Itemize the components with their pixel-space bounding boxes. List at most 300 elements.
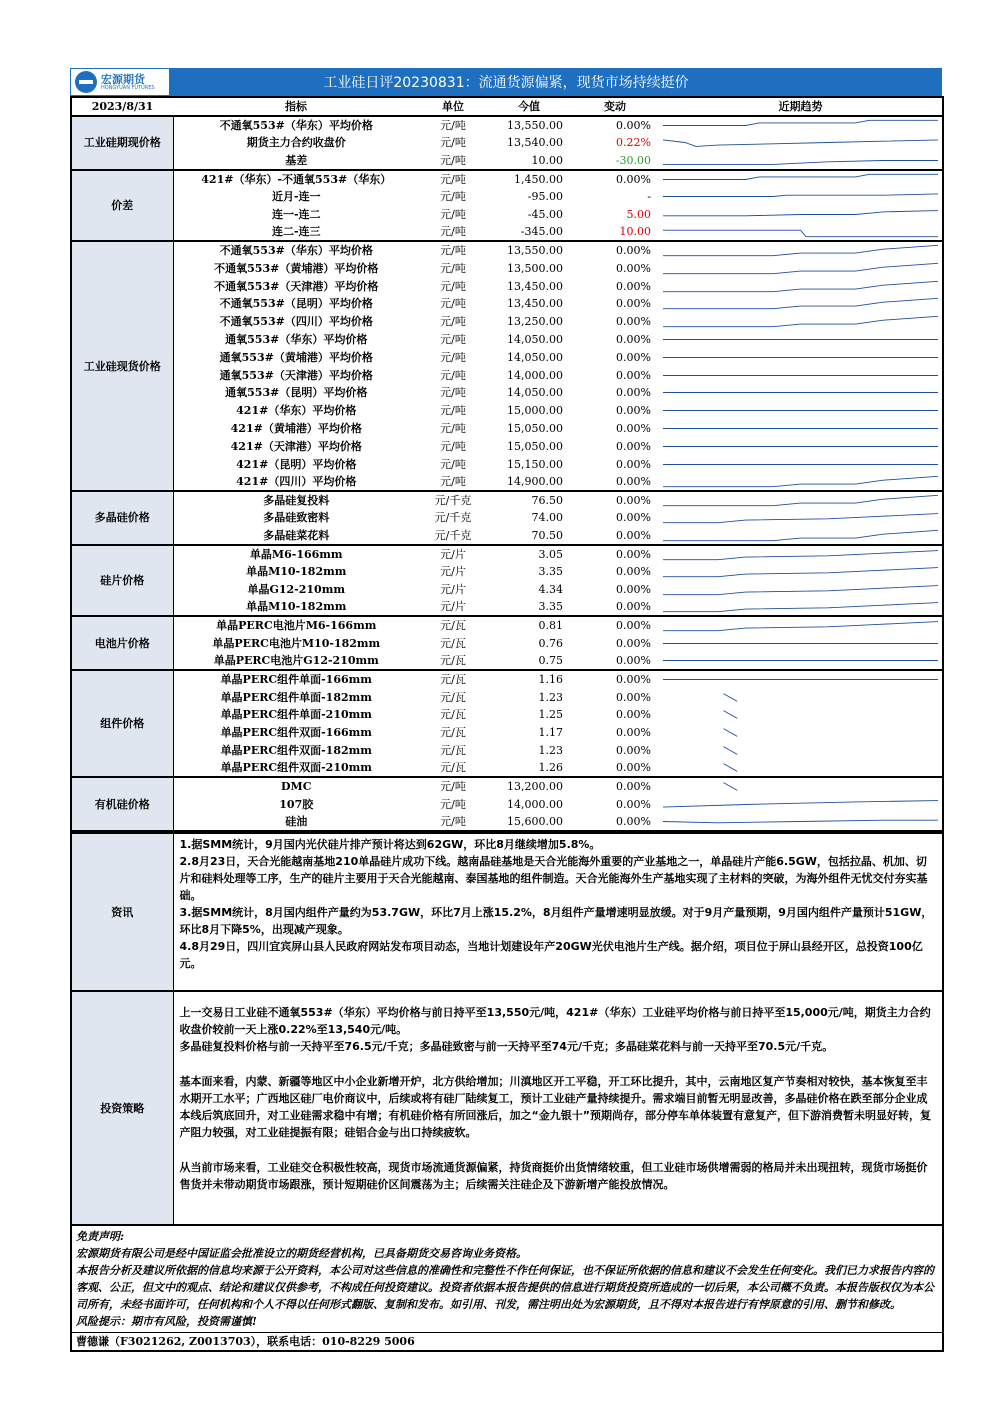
sparkline-path (663, 231, 938, 238)
sparkline-path (663, 281, 938, 291)
value-cell: 10.00 (531, 153, 563, 167)
value-cell: 76.50 (487, 491, 571, 509)
value-cell: 1.17 (538, 726, 563, 740)
trend-sparkline-cell (659, 152, 943, 170)
value-cell: 13,450.00 (507, 279, 563, 293)
unit-cell: 元/吨 (440, 261, 466, 275)
table-row (71, 616, 943, 634)
trend-sparkline (663, 134, 938, 151)
trend-sparkline-cell (659, 545, 943, 563)
indicator-name: 421#（昆明）平均价格 (236, 457, 357, 471)
change-cell: 0.00% (616, 404, 651, 418)
sparkline-path (663, 140, 938, 147)
indicator-name: 期货主力合约收盘价 (246, 136, 346, 150)
change-cell: 5.00 (626, 207, 651, 221)
trend-sparkline-cell (659, 634, 943, 652)
sparkline-path (663, 476, 938, 486)
change-cell: 0.00% (571, 670, 659, 688)
indicator-name: 通氧553#（华东）平均价格 (225, 332, 368, 346)
change-cell: 0.00% (616, 421, 651, 435)
indicator-name: 多晶硅菜花料 (263, 528, 330, 542)
sparkline-path (663, 800, 938, 807)
trend-sparkline (663, 367, 938, 384)
value-cell: 0.75 (538, 654, 563, 668)
table-row (71, 455, 943, 473)
change-cell: - (647, 190, 651, 204)
trend-sparkline-cell (659, 616, 943, 634)
trend-sparkline-cell (659, 777, 943, 795)
trend-sparkline-cell (659, 742, 943, 760)
table-row (71, 188, 943, 206)
unit-cell: 元/吨 (419, 777, 487, 795)
indicator-name: 单晶PERC组件双面-166mm (220, 726, 372, 740)
price-table (70, 96, 944, 832)
indicator-name: 单晶G12-210mm (247, 582, 345, 596)
value-cell: 13,250.00 (507, 315, 563, 329)
col-indicator: 指标 (173, 97, 419, 116)
value-cell: 3.05 (487, 545, 571, 563)
sparkline-path (723, 783, 737, 791)
table-row (71, 134, 943, 152)
strategy-paragraph: 上一交易日工业硅不通氧553#（华东）平均价格与前日持平至13,550元/吨，421#（华东）工业硅平均价格与前日持平至15,000元/吨，期货主力合约收盘价较前一天上涨0.22%至13,540元/吨。 (179, 1006, 931, 1037)
report-page (70, 68, 942, 1352)
value-cell: 13,540.00 (507, 136, 563, 150)
table-row (71, 706, 943, 724)
trend-sparkline-cell (659, 813, 943, 831)
unit-cell: 元/瓦 (440, 761, 466, 775)
value-cell: 15,050.00 (507, 421, 563, 435)
value-cell: 1.25 (538, 708, 563, 722)
change-cell: 0.00% (616, 368, 651, 382)
trend-sparkline-cell (659, 455, 943, 473)
change-cell: 0.00% (616, 474, 651, 488)
sparkline-path (663, 211, 938, 216)
trend-sparkline (663, 260, 938, 277)
commentary-table (70, 832, 944, 1352)
change-cell: 0.00% (616, 332, 651, 346)
unit-cell: 元/吨 (440, 350, 466, 364)
indicator-name: 单晶PERC电池片M6-166mm (173, 616, 419, 634)
trend-sparkline-cell (659, 795, 943, 813)
report-header (70, 68, 942, 96)
value-cell: 13,500.00 (507, 261, 563, 275)
trend-sparkline (663, 598, 938, 615)
indicator-name: 近月-连一 (271, 190, 321, 204)
change-cell: 0.00% (616, 708, 651, 722)
change-cell: 0.00% (616, 511, 651, 525)
unit-cell: 元/吨 (440, 474, 466, 488)
table-row (71, 348, 943, 366)
trend-sparkline-cell (659, 688, 943, 706)
table-row (71, 491, 943, 509)
sparkline-path (663, 622, 938, 631)
sparkline-path (663, 299, 938, 309)
sparkline-path (663, 820, 938, 823)
trend-sparkline (663, 796, 938, 813)
indicator-name: 107胶 (279, 797, 314, 811)
change-cell: 0.00% (616, 600, 651, 614)
trend-sparkline (663, 456, 938, 473)
trend-sparkline (663, 706, 938, 723)
report-date: 2023/8/31 (71, 97, 173, 116)
trend-sparkline-cell (659, 473, 943, 491)
sparkline-path (723, 711, 737, 719)
table-row (71, 420, 943, 438)
trend-sparkline-cell (659, 348, 943, 366)
change-cell: 0.00% (616, 386, 651, 400)
change-cell: -30.00 (615, 153, 651, 167)
disclaimer-line: 宏源期货有限公司是经中国证监会批准设立的期货经营机构，已具备期货交易咨询业务资格。 (76, 1247, 527, 1261)
table-row (71, 724, 943, 742)
trend-sparkline (663, 813, 938, 830)
value-cell: 1.23 (538, 690, 563, 704)
unit-cell: 元/瓦 (440, 690, 466, 704)
indicator-name: 单晶PERC电池片M10-182mm (212, 636, 381, 650)
trend-sparkline-cell (659, 706, 943, 724)
trend-sparkline (663, 438, 938, 455)
table-header-row (71, 97, 943, 116)
indicator-name: 不通氧553#（华东）平均价格 (173, 241, 419, 259)
trend-sparkline-cell (659, 223, 943, 241)
change-cell: 0.00% (616, 565, 651, 579)
risk-warning: 风险提示：期市有风险，投资需谨慎! (76, 1315, 257, 1329)
unit-cell: 元/瓦 (440, 654, 466, 668)
trend-sparkline-cell (659, 402, 943, 420)
value-cell: 14,050.00 (507, 386, 563, 400)
indicator-name: 单晶PERC组件单面-166mm (173, 670, 419, 688)
unit-cell: 元/瓦 (419, 616, 487, 634)
value-cell: 14,000.00 (507, 797, 563, 811)
table-row (71, 777, 943, 795)
trend-sparkline-cell (659, 241, 943, 259)
value-cell: 13,550.00 (487, 241, 571, 259)
value-cell: 1.16 (487, 670, 571, 688)
table-row (71, 473, 943, 491)
unit-cell: 元/吨 (419, 170, 487, 188)
change-cell: 0.00% (571, 241, 659, 259)
unit-cell: 元/吨 (440, 279, 466, 293)
indicator-name: 不通氧553#（昆明）平均价格 (219, 297, 373, 311)
unit-cell: 元/吨 (440, 439, 466, 453)
trend-sparkline (663, 313, 938, 330)
unit-cell: 元/千克 (434, 528, 472, 542)
sparkline-path (723, 693, 737, 701)
trend-sparkline (663, 223, 938, 240)
trend-sparkline (663, 617, 938, 634)
disclaimer-row (71, 1225, 943, 1333)
value-cell: 13,450.00 (507, 297, 563, 311)
table-row (71, 688, 943, 706)
trend-sparkline-cell (659, 313, 943, 331)
trend-sparkline (663, 295, 938, 312)
trend-sparkline-cell (659, 527, 943, 545)
strategy-row (71, 991, 943, 1225)
news-row (71, 833, 943, 991)
value-cell: 15,600.00 (507, 815, 563, 829)
trend-sparkline-cell (659, 420, 943, 438)
value-cell: -95.00 (527, 190, 563, 204)
change-cell: 0.00% (616, 528, 651, 542)
unit-cell: 元/吨 (440, 797, 466, 811)
report-title: 工业硅日评20230831：流通货源偏紧，现货市场持续挺价 (323, 75, 689, 91)
trend-sparkline (663, 402, 938, 419)
indicator-name: 单晶M6-166mm (173, 545, 419, 563)
trend-sparkline (663, 117, 938, 134)
value-cell: 15,050.00 (507, 439, 563, 453)
table-row (71, 384, 943, 402)
trend-sparkline (663, 473, 938, 490)
trend-sparkline (663, 546, 938, 563)
table-row (71, 313, 943, 331)
unit-cell: 元/吨 (440, 207, 466, 221)
sparkline-path (723, 729, 737, 737)
trend-sparkline (663, 420, 938, 437)
category-label: 电池片价格 (71, 616, 173, 670)
trend-sparkline (663, 188, 938, 205)
sparkline-path (663, 316, 938, 326)
trend-sparkline-cell (659, 295, 943, 313)
trend-sparkline-cell (659, 366, 943, 384)
col-today: 今值 (487, 97, 571, 116)
value-cell: 14,050.00 (507, 332, 563, 346)
trend-sparkline (663, 331, 938, 348)
indicator-name: 通氧553#（昆明）平均价格 (225, 386, 368, 400)
strategy-paragraph: 基本面来看，内蒙、新疆等地区中小企业新增开炉，北方供给增加；川滇地区开工平稳，开工环比提升，其中，云南地区复产节奏相对较快，基本恢复至丰水期开工水平；广西地区硅厂电价商议中，后续或将有硅厂陆续复工，预计工业硅产量持续提升。需求端目前暂无明显改善，多晶硅价格在跌至部分企业成本线后筑底回升，对工业硅需求稳中有增；有机硅价格有所回涨后，加之“金九银十”预期尚存，部分停车单体装置有意复产，但下游消费暂未明显好转，复产阻力较强，对工业硅提振有限；硅铝合金与出口持续疲软。 (179, 1075, 931, 1140)
trend-sparkline (663, 242, 938, 259)
change-cell: 0.00% (616, 279, 651, 293)
indicator-name: 单晶PERC组件单面-210mm (220, 708, 372, 722)
indicator-name: 不通氧553#（四川）平均价格 (219, 315, 373, 329)
indicator-name: 多晶硅复投料 (173, 491, 419, 509)
unit-cell: 元/吨 (440, 315, 466, 329)
unit-cell: 元/瓦 (440, 726, 466, 740)
change-cell: 0.00% (571, 116, 659, 134)
table-row (71, 402, 943, 420)
trend-sparkline-cell (659, 206, 943, 224)
unit-cell: 元/瓦 (440, 636, 466, 650)
col-trend: 近期趋势 (659, 97, 943, 116)
contact-row (71, 1333, 943, 1352)
sparkline-path (663, 194, 938, 197)
trend-sparkline (663, 778, 938, 795)
sparkline-path (663, 160, 938, 164)
value-cell: 3.35 (538, 565, 563, 579)
table-row (71, 670, 943, 688)
unit-cell: 元/吨 (440, 421, 466, 435)
indicator-name: 421#（四川）平均价格 (236, 474, 357, 488)
news-item: 1.据SMM统计，9月国内光伏硅片排产预计将达到62GW，环比8月继续增加5.8%。 (179, 838, 601, 852)
trend-sparkline (663, 384, 938, 401)
analyst-contact: 曹德谦（F3021262, Z0013703），联系电话：010-8229 5006 (71, 1333, 943, 1352)
category-label: 价差 (71, 170, 173, 242)
indicator-name: 单晶M10-182mm (246, 565, 347, 579)
indicator-name: 单晶M10-182mm (246, 600, 347, 614)
trend-sparkline-cell (659, 598, 943, 616)
change-cell: 0.00% (616, 582, 651, 596)
trend-sparkline-cell (659, 509, 943, 527)
value-cell: 14,900.00 (507, 474, 563, 488)
company-logo (70, 68, 170, 96)
change-cell: 0.00% (571, 545, 659, 563)
logo-subtext: HONGYUAN FUTURES (101, 84, 155, 91)
indicator-name: 不通氧553#（黄埔港）平均价格 (214, 261, 379, 275)
table-row (71, 295, 943, 313)
value-cell: -45.00 (527, 207, 563, 221)
indicator-name: 421#（天津港）平均价格 (230, 439, 362, 453)
value-cell: 14,000.00 (507, 368, 563, 382)
value-cell: 1.26 (538, 761, 563, 775)
trend-sparkline-cell (659, 384, 943, 402)
table-row (71, 795, 943, 813)
indicator-name: 单晶PERC组件双面-182mm (220, 743, 372, 757)
strategy-paragraph: 多晶硅复投料价格与前一天持平至76.5元/千克；多晶硅致密与前一天持平至74元/千克；多晶硅菜花料与前一天持平至70.5元/千克。 (179, 1040, 834, 1054)
strategy-category: 投资策略 (71, 991, 173, 1225)
indicator-name: 421#（华东）-不通氧553#（华东） (173, 170, 419, 188)
table-row (71, 116, 943, 134)
col-unit: 单位 (419, 97, 487, 116)
unit-cell: 元/吨 (440, 404, 466, 418)
category-label: 多晶硅价格 (71, 491, 173, 545)
change-cell: 10.00 (619, 225, 651, 239)
indicator-name: 多晶硅致密料 (263, 511, 330, 525)
indicator-name: 421#（华东）平均价格 (236, 404, 357, 418)
category-label: 硅片价格 (71, 545, 173, 617)
change-cell: 0.00% (616, 261, 651, 275)
table-row (71, 581, 943, 599)
table-row (71, 652, 943, 670)
table-row (71, 437, 943, 455)
indicator-name: 不通氧553#（天津港）平均价格 (214, 279, 379, 293)
table-row (71, 598, 943, 616)
table-row (71, 206, 943, 224)
value-cell: 0.81 (487, 616, 571, 634)
strategy-body (173, 991, 943, 1225)
trend-sparkline (663, 671, 938, 688)
change-cell: 0.00% (616, 815, 651, 829)
trend-sparkline-cell (659, 134, 943, 152)
value-cell: -345.00 (520, 225, 563, 239)
table-row (71, 259, 943, 277)
unit-cell: 元/瓦 (440, 708, 466, 722)
logo-icon (75, 71, 97, 93)
trend-sparkline (663, 635, 938, 652)
unit-cell: 元/吨 (440, 386, 466, 400)
value-cell: 0.76 (538, 636, 563, 650)
value-cell: 15,150.00 (507, 457, 563, 471)
unit-cell: 元/吨 (440, 153, 466, 167)
value-cell: 13,550.00 (487, 116, 571, 134)
trend-sparkline (663, 206, 938, 223)
unit-cell: 元/片 (440, 565, 466, 579)
trend-sparkline-cell (659, 491, 943, 509)
trend-sparkline-cell (659, 759, 943, 777)
trend-sparkline (663, 742, 938, 759)
table-row (71, 223, 943, 241)
change-cell: 0.00% (616, 797, 651, 811)
unit-cell: 元/吨 (440, 332, 466, 346)
category-label: 组件价格 (71, 670, 173, 777)
unit-cell: 元/片 (419, 545, 487, 563)
indicator-name: 不通氧553#（华东）平均价格 (173, 116, 419, 134)
sparkline-path (663, 495, 938, 505)
unit-cell: 元/片 (440, 582, 466, 596)
change-cell: 0.00% (571, 616, 659, 634)
sparkline-path (723, 764, 737, 772)
trend-sparkline (663, 527, 938, 544)
unit-cell: 元/千克 (419, 491, 487, 509)
table-row (71, 152, 943, 170)
unit-cell: 元/吨 (440, 457, 466, 471)
trend-sparkline (663, 724, 938, 741)
sparkline-path (723, 747, 737, 755)
sparkline-path (663, 603, 938, 612)
trend-sparkline-cell (659, 188, 943, 206)
trend-sparkline (663, 652, 938, 669)
table-row (71, 742, 943, 760)
trend-sparkline-cell (659, 670, 943, 688)
news-body (173, 833, 943, 991)
table-row (71, 331, 943, 349)
value-cell: 15,000.00 (507, 404, 563, 418)
indicator-name: 单晶PERC电池片G12-210mm (213, 654, 379, 668)
indicator-name: 单晶PERC组件双面-210mm (220, 761, 372, 775)
unit-cell: 元/瓦 (419, 670, 487, 688)
trend-sparkline-cell (659, 724, 943, 742)
value-cell: 4.34 (538, 582, 563, 596)
indicator-name: 单晶PERC组件单面-182mm (220, 690, 372, 704)
trend-sparkline-cell (659, 170, 943, 188)
trend-sparkline-cell (659, 277, 943, 295)
table-row (71, 170, 943, 188)
sparkline-path (663, 514, 938, 523)
indicator-name: 基差 (285, 153, 308, 167)
trend-sparkline-cell (659, 581, 943, 599)
sparkline-path (663, 550, 938, 559)
indicator-name: 连一-连二 (271, 207, 321, 221)
trend-sparkline-cell (659, 331, 943, 349)
strategy-paragraph: 从当前市场来看，工业硅交仓积极性较高，现货市场流通货源偏紧，持货商挺价出货情绪较重，但工业硅市场供增需弱的格局并未出现扭转，现货市场挺价售货并未带动期货市场跟涨，预计短期硅价区间震荡为主；后续需关注硅企及下游新增产能投放情况。 (179, 1161, 928, 1192)
news-item: 3.据SMM统计，8月国内组件产量约为53.7GW，环比7月上涨15.2%，8月组件产量增速明显放缓。对于9月产量预期，9月国内组件产量预计51GW，环比8月下降5%，出现减产现象。 (179, 906, 933, 937)
sparkline-path (663, 174, 938, 179)
value-cell: 74.00 (531, 511, 563, 525)
trend-sparkline (663, 689, 938, 706)
trend-sparkline-cell (659, 563, 943, 581)
unit-cell: 元/吨 (419, 116, 487, 134)
trend-sparkline-cell (659, 652, 943, 670)
disclaimer (71, 1225, 943, 1333)
change-cell: 0.00% (616, 636, 651, 650)
table-row (71, 277, 943, 295)
indicator-name: 连二-连三 (271, 225, 321, 239)
indicator-name: DMC (173, 777, 419, 795)
change-cell: 0.00% (616, 743, 651, 757)
unit-cell: 元/吨 (440, 225, 466, 239)
value-cell: 1,450.00 (487, 170, 571, 188)
change-cell: 0.22% (616, 136, 651, 150)
indicator-name: 硅油 (285, 815, 308, 829)
logo-text: 宏源期货 (101, 72, 145, 86)
table-row (71, 759, 943, 777)
table-row (71, 563, 943, 581)
indicator-name: 通氧553#（黄埔港）平均价格 (219, 350, 373, 364)
table-row (71, 366, 943, 384)
unit-cell: 元/千克 (434, 511, 472, 525)
trend-sparkline (663, 278, 938, 295)
table-row (71, 509, 943, 527)
value-cell: 14,050.00 (507, 350, 563, 364)
sparkline-path (663, 263, 938, 273)
trend-sparkline (663, 171, 938, 188)
